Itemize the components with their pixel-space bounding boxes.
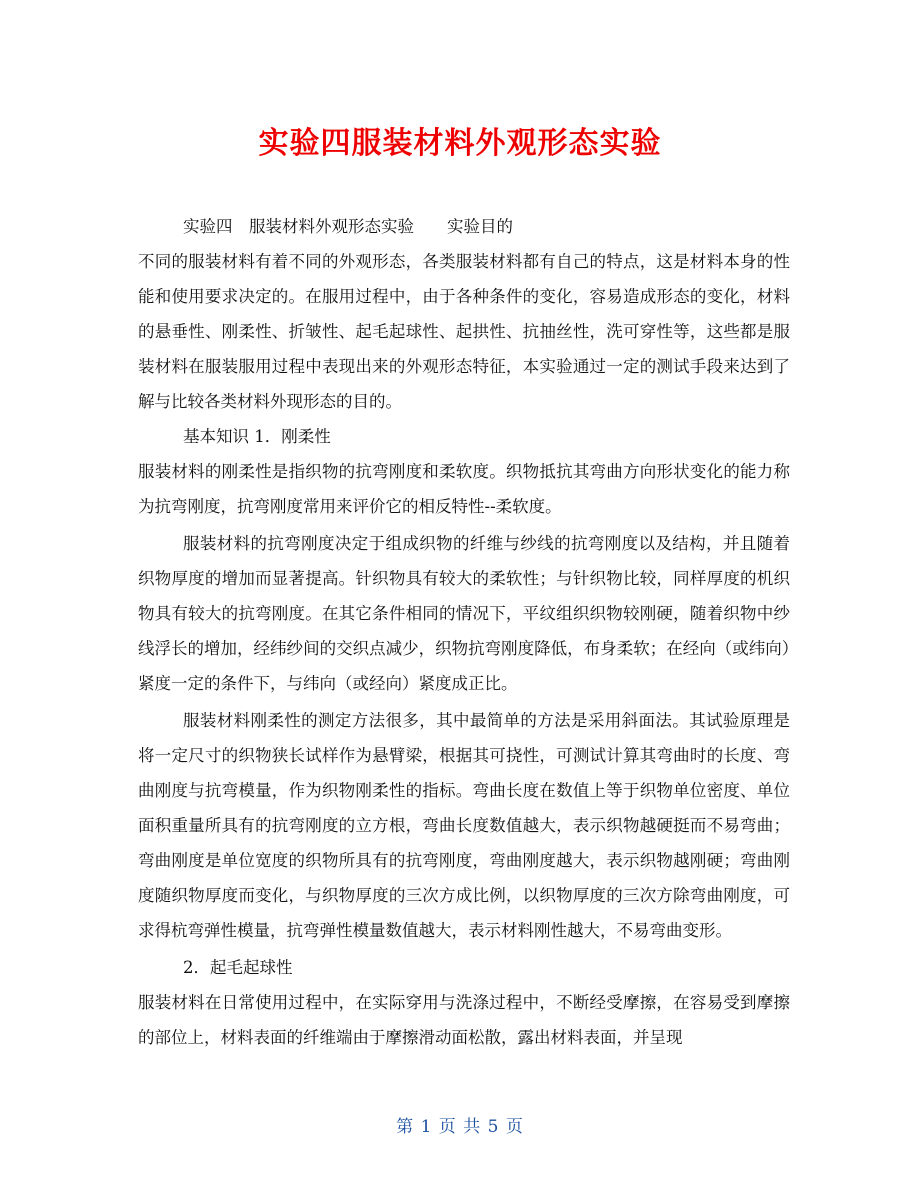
paragraph-stiffness-definition: 服装材料的刚柔性是指织物的抗弯刚度和柔软度。织物抵抗其弯曲方向形状变化的能力称为抗弯刚度，抗弯刚度常用来评价它的相反特性--柔软度。 (138, 462, 790, 516)
paragraph-pilling-description: 服装材料在日常使用过程中，在实际穿用与洗涤过程中，不断经受摩擦，在容易受到摩擦的部位上，材料表面的纤维端由于摩擦滑动面松散，露出材料表面，并呈现 (138, 993, 790, 1047)
document-body (138, 209, 790, 1055)
paragraph-test-method: 服装材料刚柔性的测定方法很多，其中最简单的方法是采用斜面法。其试验原理是将一定尺寸的织物狭长试样作为悬臂梁，根据其可挠性，可测试计算其弯曲时的长度、弯曲刚度与抗弯模量，作为织物刚柔性的指标。弯曲长度在数值上等于织物单位密度、单位面积重量所具有的抗弯刚度的立方根，弯曲长度数值越大，表示织物越硬挺而不易弯曲；弯曲刚度是单位宽度的织物所具有的抗弯刚度，弯曲刚度越大，表示织物越刚硬；弯曲刚度随织物厚度而变化，与织物厚度的三次方成比例，以织物厚度的三次方除弯曲刚度，可求得杭弯弹性模量，抗弯弹性模量数值越大，表示材料刚性越大，不易弯曲变形。 (138, 711, 790, 940)
page-number-footer: 第 1 页 共 5 页 (396, 1117, 524, 1137)
paragraph-heading-experiment: 实验四 服装材料外观形态实验 实验目的 (183, 217, 513, 236)
paragraph-heading-pilling: 2．起毛起球性 (183, 958, 293, 977)
paragraph-heading-stiffness: 基本知识 1．刚柔性 (183, 427, 331, 446)
paragraph-purpose: 不同的服装材料有着不同的外观形态，各类服装材料都有自己的特点，这是材料本身的性能和使用要求决定的。在服用过程中，由于各种条件的变化，容易造成形态的变化，材料的悬垂性、刚柔性、折皱性、起毛起球性、起拱性、抗抽丝性，洗可穿性等，这些都是服装材料在服装服用过程中表现出来的外观形态特征，本实验通过一定的测试手段来达到了解与比较各类材料外现形态的目的。 (138, 252, 790, 411)
paragraph-bending-rigidity: 服装材料的抗弯刚度决定于组成织物的纤维与纱线的抗弯刚度以及结构，并且随着织物厚度的增加而显著提高。针织物具有较大的柔软性；与针织物比较，同样厚度的机织物具有较大的抗弯刚度。在其它条件相同的情况下，平纹组织织物较刚硬，随着织物中纱线浮长的增加，经纬纱间的交织点减少，织物抗弯刚度降低，布身柔软；在经向（或纬向）紧度一定的条件下，与纬向（或经向）紧度成正比。 (138, 534, 790, 693)
document-title: 实验四服装材料外观形态实验 (258, 126, 662, 161)
